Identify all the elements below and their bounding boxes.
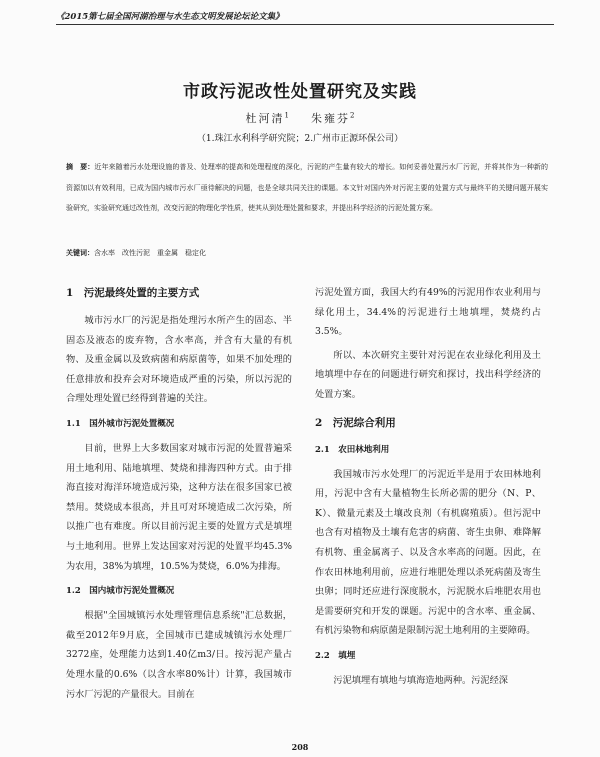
author-name: 朱雍芬 <box>311 112 350 125</box>
keywords-label: 关键词： <box>66 248 94 257</box>
keywords <box>66 247 548 259</box>
subsection-heading: 2.2 填埋 <box>315 650 356 661</box>
body-paragraph: 污泥填埋有填地与填海造地两种。污泥经深 <box>333 674 508 686</box>
paper-title: 市政污泥改性处置研究及实践 <box>183 82 417 102</box>
keywords-text: 含水率 改性污泥 重金属 稳定化 <box>94 249 206 257</box>
affiliation: （1.珠江水利科学研究院；2.广州市正源环保公司） <box>196 134 404 144</box>
right-column <box>315 283 541 695</box>
section-heading: 2 污泥综合利用 <box>315 416 396 429</box>
body-paragraph: 我国城市污水处理厂的污泥近半是用于农田林地利用，污泥中含有大量植物生长所必需的肥分（N、P、K）、微量元素及土壤改良剂（有机腐殖质）。但污泥中也含有对植物及土壤有危害的病菌、寄生虫卵、难降解有机物、重金属离子、以及含水率高的问题。因此，在作农田林地利用前，应进行堆肥处理以杀死病菌及寄生虫卵；同时还应进行深度脱水，污泥脱水后堆肥农用也是需要研究和开发的课题。污泥中的含水率、重金属、有机污染物和病原菌是限制污泥土地利用的主要障碍。 <box>315 468 541 637</box>
author-affil-mark: 1 <box>284 111 289 120</box>
author-name: 杜河清 <box>245 112 285 125</box>
body-paragraph: 所以、本次研究主要针对污泥在农业绿化利用及土地填埋中存在的问题进行研究和探讨，找出科学经济的处置方案。 <box>315 349 541 400</box>
body-paragraph-continued: 污泥处置方面，我国大约有49%的污泥用作农业利用与绿化用土，34.4%的污泥进行土地填埋，焚烧约占3.5%。 <box>315 287 541 338</box>
authors <box>0 110 600 126</box>
body-paragraph: 城市污水厂的污泥是指处理污水所产生的固态、半固态及液态的废弃物，含水率高，并含有大量的有机物、及重金属以及致病菌和病原菌等，如果不加处理的任意排放和投弃会对环境造成严重的污染，所以污泥的合理处理处置已经得到普遍的关注。 <box>66 315 292 405</box>
section-heading: 1 污泥最终处置的主要方式 <box>66 287 200 299</box>
subsection-heading: 1.2 国内城市污泥处置概况 <box>66 586 175 597</box>
running-header: 《2015第七届全国河湖治理与水生态文明发展论坛论文集》 <box>56 10 554 25</box>
abstract-text: 近年来随着污水处理设施的普及、处理率的提高和处理程度的深化，污泥的产生量有较大的增长。如何妥善处置污水厂污泥，并将其作为一种新的资源加以有效利用，已成为国内城市污水厂亟待解决的问题，也是全球共同关注的课题。本文针对国内外对污泥主要的处置方式与最终平的关键问题开展实验研究，实验研究通过改性剂，改变污泥的物理化学性质，使其从到处理处置和要求，并提出科学经济的污泥处置方案。 <box>66 163 548 212</box>
author-affil-mark: 2 <box>350 111 355 120</box>
abstract <box>66 157 548 219</box>
left-column <box>66 283 292 708</box>
subsection-heading: 2.1 农田林地利用 <box>315 444 390 455</box>
body-paragraph: 目前，世界上大多数国家对城市污泥的处置普遍采用土地利用、陆地填埋、焚烧和排海四种方式。由于排海直接对海洋环境造成污染，这种方法在很多国家已被禁用。焚烧成本很高，并且可对环境造成二次污染，所以推广也有难度。所以目前污泥主要的处置方式是填埋与土地利用。世界上发达国家对污泥的处置平均45.3%为农用，38%为填埋，10.5%为焚烧，6.0%为排海。 <box>66 442 292 572</box>
page-number: 208 <box>291 742 309 752</box>
body-paragraph: 根据"全国城镇污水处理管理信息系统"汇总数据，截至2012年9月底，全国城市已建成城镇污水处理厂3272座，处理能力达到1.40亿m3/日。按污泥产量占处理水量的0.6%（以含水率80%计）计算，我国城市污水厂污泥的产量很大。目前在 <box>66 610 292 700</box>
abstract-label: 摘 要： <box>66 162 95 171</box>
subsection-heading: 1.1 国外城市污泥处置概况 <box>66 418 175 429</box>
